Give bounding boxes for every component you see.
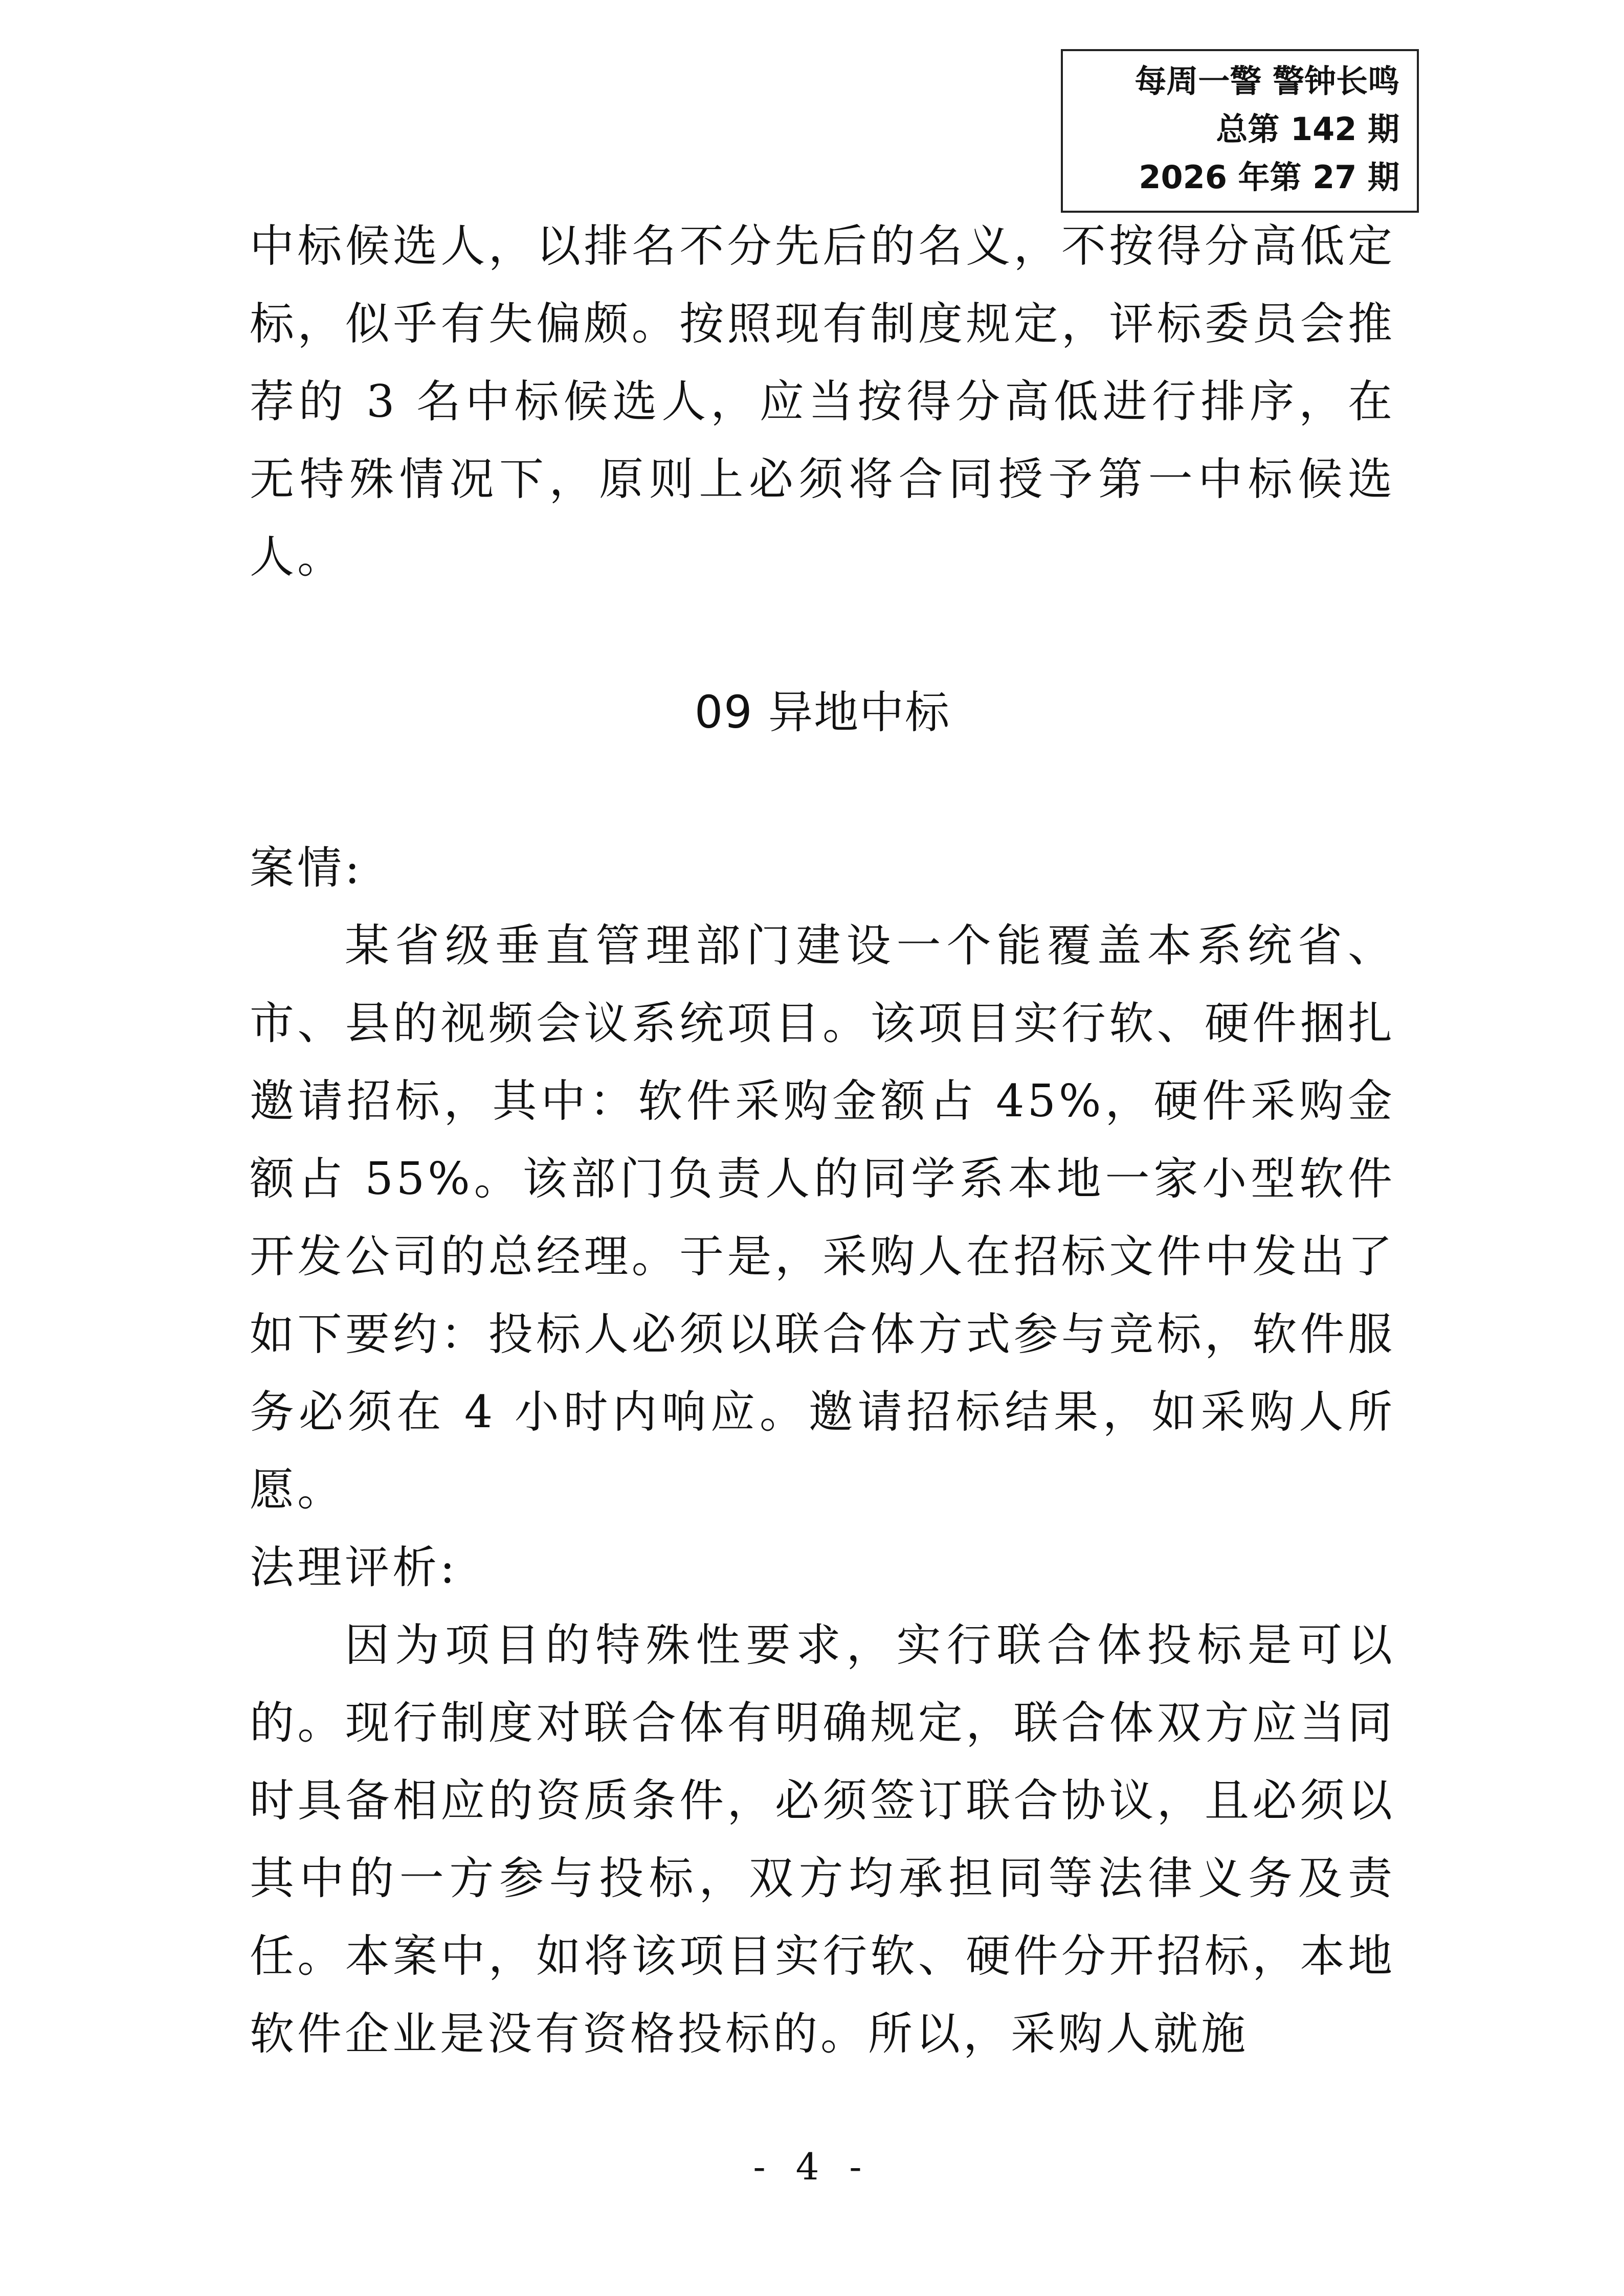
- document-body: [250, 207, 1395, 2073]
- intro-paragraph: 中标候选人，以排名不分先后的名义，不按得分高低定标，似乎有失偏颇。按照现有制度规定，评标委员会推荐的 3 名中标候选人，应当按得分高低进行排序，在无特殊情况下，原则上必须将合同授予第一中标候选人。: [250, 220, 1395, 583]
- analysis-label: 法理评析:: [250, 1541, 458, 1593]
- page-number: - 4 -: [753, 2145, 871, 2188]
- case-label: 案情:: [250, 842, 363, 894]
- issue-header-box: [1061, 49, 1419, 213]
- analysis-paragraph: 因为项目的特殊性要求，实行联合体投标是可以的。现行制度对联合体有明确规定，联合体双方应当同时具备相应的资质条件，必须签订联合协议，且必须以其中的一方参与投标，双方均承担同等法律义务及责任。本案中，如将该项目实行软、硬件分开招标，本地软件企业是没有资格投标的。所以，采购人就施: [250, 1619, 1395, 2060]
- issue-slogan: 每周一警 警钟长鸣: [1134, 62, 1399, 100]
- issue-year-number: 2026 年第 27 期: [1139, 159, 1399, 196]
- section-title: 09 异地中标: [694, 686, 951, 738]
- issue-total-number: 总第 142 期: [1216, 110, 1399, 148]
- case-paragraph: 某省级垂直管理部门建设一个能覆盖本系统省、市、县的视频会议系统项目。该项目实行软、硬件捆扎邀请招标，其中：软件采购金额占 45%，硬件采购金额占 55%。该部门负责人的同学系本地一家小型软件开发公司的总经理。于是，采购人在招标文件中发出了如下要约：投标人必须以联合体方式参与竞标，软件服务必须在 4 小时内响应。邀请招标结果，如采购人所愿。: [250, 919, 1395, 1516]
